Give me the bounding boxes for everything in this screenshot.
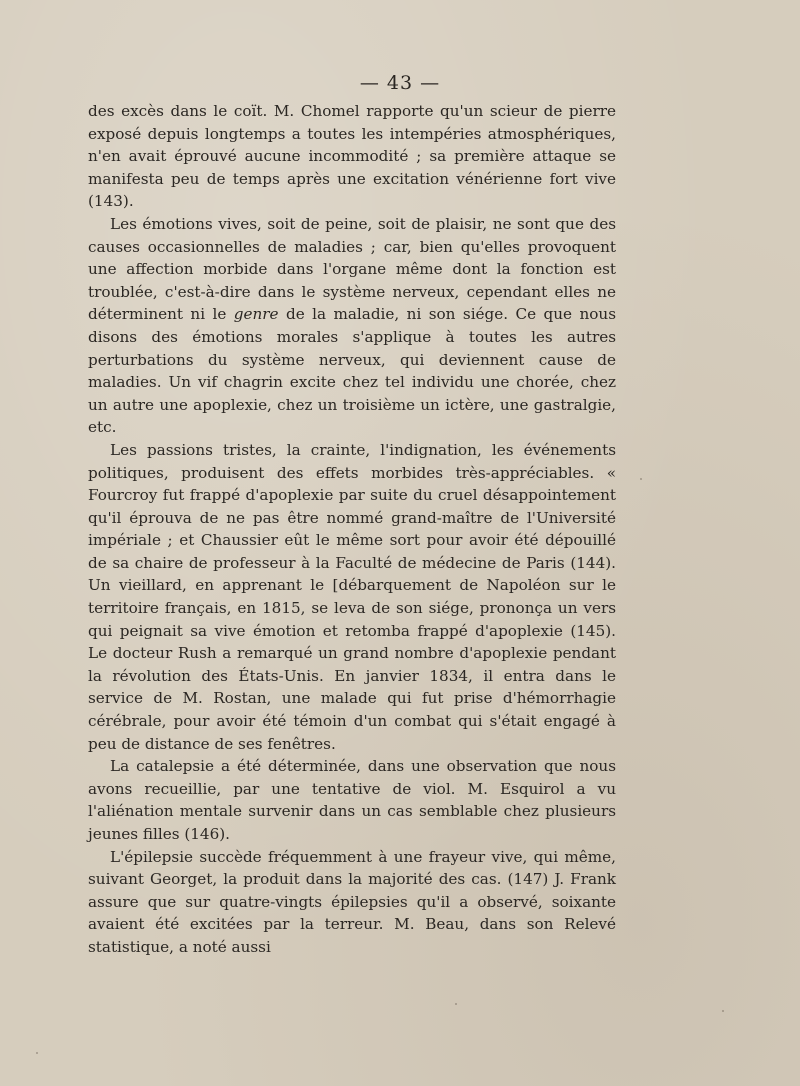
- paper-speck: [640, 478, 642, 480]
- paragraph-2-before: Les émotions vives, soit de peine, soit de plaisir, ne sont que des causes occasionnelles de maladies ; car, bien qu'elles provoquent une affection morbide dans l'organe même dont la fonction est troublée, c'est-à-dire dans le système nerveux, cependant elles ne déterminent ni le: [88, 214, 616, 324]
- paragraph-5: L'épilepsie succède fréquemment à une frayeur vive, qui même, suivant Georget, la produit dans la majorité des cas. (147) J. Frank assure que sur quatre-vingts épilepsies qu'il a observé, soixante avaient été excitées par la terreur. M. Beau, dans son Relevé statistique, a noté aussi: [88, 847, 616, 956]
- paper-speck: [36, 1052, 38, 1054]
- page-number: — 43 —: [359, 72, 441, 94]
- paragraph-1: des excès dans le coït. M. Chomel rapporte qu'un scieur de pierre exposé depuis longtemps a toutes les intempéries atmosphériques, n'en avait éprouvé aucune incommodité ; sa première attaque se manifesta peu de temps après une excitation vénérienne fort vive (143).: [88, 102, 616, 211]
- paper-speck: [722, 1010, 724, 1012]
- paper-speck: [455, 1003, 457, 1005]
- paragraph-2-after: de la maladie, ni son siége. Ce que nous disons des émotions morales s'applique à toutes les autres perturbations du système nerveux, qui deviennent cause de maladies. Un vif chagrin excite chez tel individu une chorée, chez un autre une apoplexie, chez un troisième un ictère, une gastralgie, etc.: [88, 305, 616, 437]
- body-text: [88, 100, 616, 959]
- paragraph-4: La catalepsie a été déterminée, dans une observation que nous avons recueillie, par une tentative de viol. M. Esquirol a vu l'aliénation mentale survenir dans un cas semblable chez plusieurs jeunes filles (146).: [88, 757, 616, 843]
- paragraph-3: Les passions tristes, la crainte, l'indignation, les événements politiques, produisent des effets morbides très-appréciables. « Fourcroy fut frappé d'apoplexie par suite du cruel désappointement qu'il éprouva de ne pas être nommé grand-maître de l'Université impériale ; et Chaussier eût le même sort pour avoir été dépouillé de sa chaire de professeur à la Faculté de médecine de Paris (144). Un vieillard, en apprenant le [débarquement de Napoléon sur le territoire français, en 1815, se leva de son siége, prononça un vers qui peignait sa vive émotion et retomba frappé d'apoplexie (145). Le docteur Rush a remarqué un grand nombre d'apoplexie pendant la révolution des États-Unis. En janvier 1834, il entra dans le service de M. Rostan, une malade qui fut prise d'hémorrhagie cérébrale, pour avoir été témoin d'un combat qui s'était engagé à peu de distance de ses fenêtres.: [88, 440, 616, 753]
- paragraph-2: [88, 213, 616, 439]
- paragraph-2-italic: genre: [233, 305, 279, 324]
